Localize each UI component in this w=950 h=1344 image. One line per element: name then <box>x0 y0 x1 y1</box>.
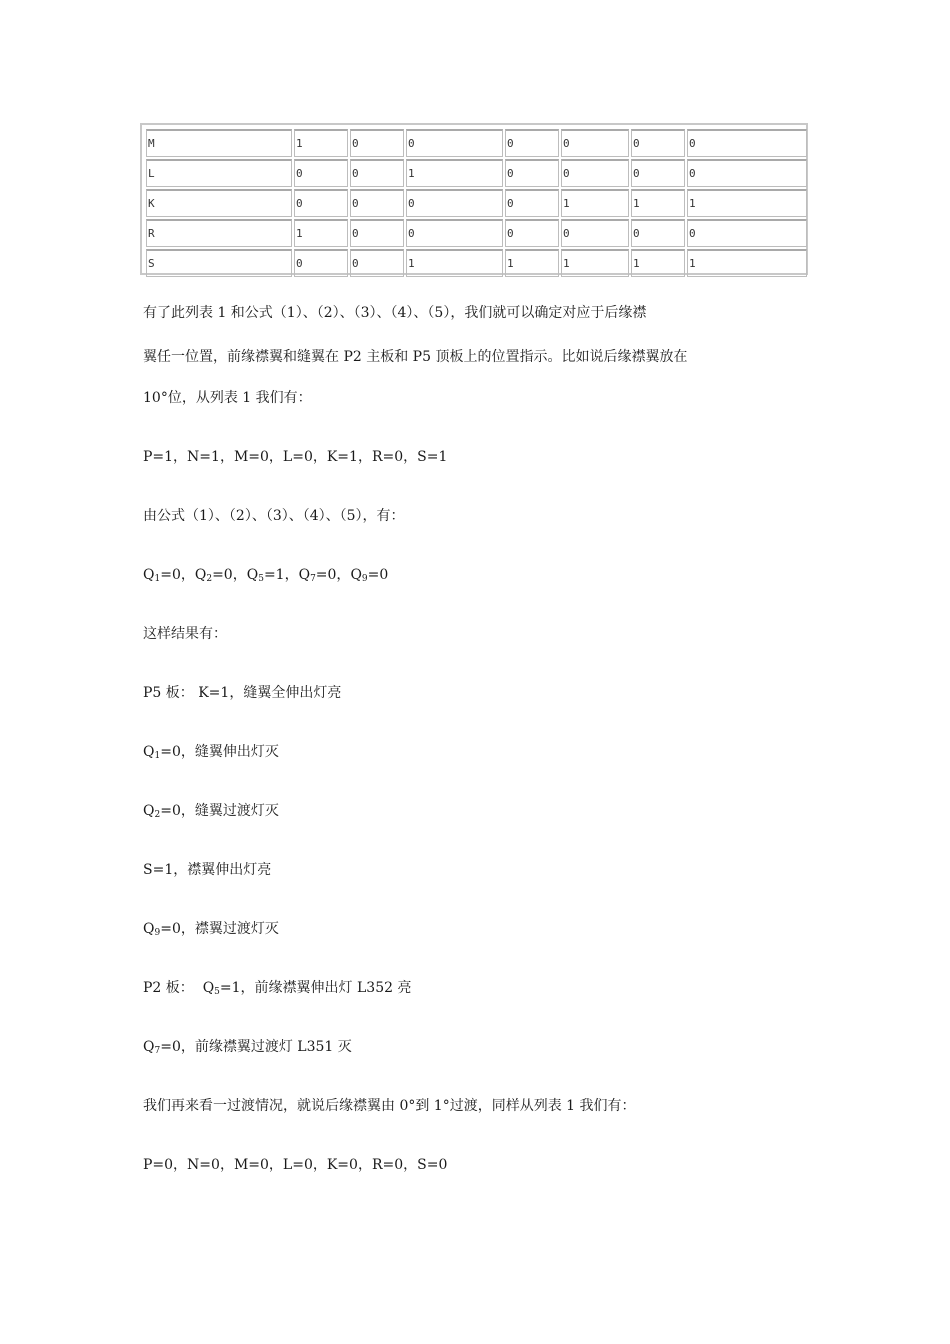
q7-sub: 7 <box>310 574 316 584</box>
q5-sub: 5 <box>258 574 264 584</box>
paragraph-line: 10°位，从列表 1 我们有： <box>143 390 312 406</box>
table-cell: 0 <box>687 159 807 187</box>
q5-var: Q <box>246 567 259 583</box>
q1-sub: 1 <box>154 574 161 584</box>
table-row <box>146 159 807 187</box>
q9-sub: 9 <box>361 574 368 584</box>
table-cell: 0 <box>406 129 503 157</box>
table-cell: 0 <box>505 159 559 187</box>
p5-board-line: P5 板： K=1，缝翼全伸出灯亮 <box>143 685 342 701</box>
table-cell: 1 <box>631 189 685 217</box>
q9-line-text: =0，襟翼过渡灯灭 <box>160 921 279 937</box>
table-cell: 1 <box>294 219 348 247</box>
q9-line-sub: 9 <box>154 928 161 938</box>
formula-intro: 由公式（1）、（2）、（3）、（4）、（5），有： <box>143 508 405 524</box>
q9-var: Q <box>350 567 362 583</box>
table-cell: 1 <box>294 129 348 157</box>
table-cell: 0 <box>505 189 559 217</box>
logic-table <box>140 123 808 275</box>
q2-var: Q <box>194 567 207 583</box>
table-cell: 1 <box>561 189 629 217</box>
table-cell: 1 <box>505 249 559 277</box>
paragraph-line: 翼任一位置，前缘襟翼和缝翼在 P2 主板和 P5 顶板上的位置指示。比如说后缘襟翼放在 <box>143 349 688 365</box>
s-line: S=1，襟翼伸出灯亮 <box>143 862 272 878</box>
p2-board-line <box>143 978 411 1002</box>
q2-line-sub: 2 <box>154 810 161 820</box>
q9-line-var: Q <box>143 921 155 937</box>
q2-line-var: Q <box>143 803 155 819</box>
table-cell: 0 <box>687 129 807 157</box>
result-intro: 这样结果有： <box>143 626 227 642</box>
q1-line-sub: 1 <box>154 751 161 761</box>
table-cell: 0 <box>561 159 629 187</box>
q1-val: =0， <box>160 567 195 583</box>
q9-line <box>143 919 279 943</box>
table-cell: 0 <box>406 219 503 247</box>
table-row <box>146 249 807 277</box>
row-label-cell: M <box>146 129 292 157</box>
q-results-line <box>143 565 388 589</box>
table-cell: 1 <box>561 249 629 277</box>
table-row <box>146 129 807 157</box>
table-cell: 0 <box>561 219 629 247</box>
table-cell: 0 <box>294 189 348 217</box>
q1-line <box>143 742 279 766</box>
paragraph-line: 有了此列表 1 和公式（1）、（2）、（3）、（4）、（5），我们就可以确定对应于后缘襟 <box>143 305 647 321</box>
transition-line: 我们再来看一过渡情况，就说后缘襟翼由 0°到 1°过渡，同样从列表 1 我们有： <box>143 1098 636 1114</box>
table-cell: 1 <box>687 249 807 277</box>
table-cell: 0 <box>350 219 404 247</box>
row-label-cell: K <box>146 189 292 217</box>
p2-line-sub: 5 <box>214 987 220 997</box>
row-label-cell: S <box>146 249 292 277</box>
q7-var: Q <box>298 567 311 583</box>
p2-line-prefix: P2 板： <box>143 980 203 996</box>
table-cell: 1 <box>406 249 503 277</box>
q7-line <box>143 1037 352 1061</box>
q2-val: =0， <box>212 567 247 583</box>
q7-line-var: Q <box>143 1039 155 1055</box>
table-cell: 1 <box>631 249 685 277</box>
table-row <box>146 219 807 247</box>
q9-val: =0 <box>367 567 389 583</box>
q7-line-sub: 7 <box>154 1046 161 1056</box>
q1-line-text: =0，缝翼伸出灯灭 <box>160 744 279 760</box>
row-label-cell: L <box>146 159 292 187</box>
table-cell: 0 <box>631 219 685 247</box>
table-cell: 0 <box>561 129 629 157</box>
q2-line-text: =0，缝翼过渡灯灭 <box>160 803 279 819</box>
q7-val: =0， <box>315 567 351 583</box>
logic-table-grid <box>144 127 809 279</box>
table-cell: 1 <box>687 189 807 217</box>
table-row <box>146 189 807 217</box>
table-cell: 0 <box>294 159 348 187</box>
table-cell: 0 <box>631 129 685 157</box>
variables-line: P=1，N=1，M=0，L=0，K=1，R=0，S=1 <box>143 449 448 465</box>
table-cell: 0 <box>350 129 404 157</box>
table-cell: 1 <box>406 159 503 187</box>
table-cell: 0 <box>687 219 807 247</box>
q2-line <box>143 801 279 825</box>
p2-line-text: =1，前缘襟翼伸出灯 L352 亮 <box>219 980 412 996</box>
p2-line-var: Q <box>202 980 215 996</box>
table-cell: 0 <box>294 249 348 277</box>
table-cell: 0 <box>505 219 559 247</box>
table-cell: 0 <box>505 129 559 157</box>
table-cell: 0 <box>350 189 404 217</box>
row-label-cell: R <box>146 219 292 247</box>
table-cell: 0 <box>631 159 685 187</box>
table-cell: 0 <box>350 159 404 187</box>
table-cell: 0 <box>406 189 503 217</box>
q5-val: =1， <box>263 567 299 583</box>
table-cell: 0 <box>350 249 404 277</box>
q1-var: Q <box>143 567 155 583</box>
variables-line-2: P=0，N=0，M=0，L=0，K=0，R=0，S=0 <box>143 1157 448 1173</box>
q1-line-var: Q <box>143 744 155 760</box>
q7-line-text: =0，前缘襟翼过渡灯 L351 灭 <box>160 1039 352 1055</box>
q2-sub: 2 <box>206 574 213 584</box>
